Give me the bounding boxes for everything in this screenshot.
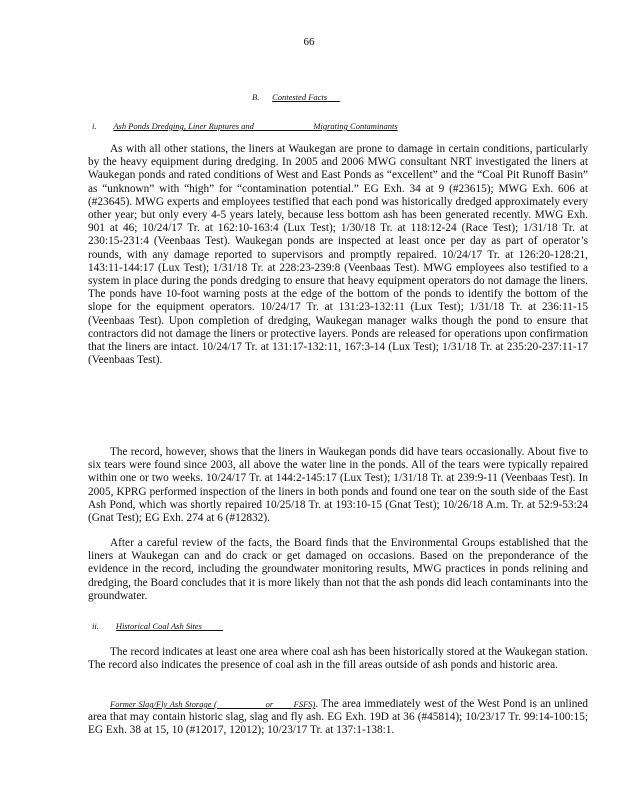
section-ii-title: Historical Coal Ash Sites (115, 621, 202, 631)
section-b-heading (252, 92, 340, 102)
section-ii-heading (92, 621, 223, 631)
section-i-heading (92, 121, 398, 131)
paragraph-historic-area: The record indicates at least one area where coal ash has been historically stored at the Waukegan station. The record also indicates the presence of coal ash in the fill areas outside of ash ponds and historic area. (88, 646, 588, 672)
section-i-title-part1: Ash Ponds Dredging, Liner Ruptures and (113, 121, 254, 131)
paragraph-liner-tears: The record, however, shows that the liners in Waukegan ponds did have tears occasionally. About five to six tears were found since 2003, all above the water line in the ponds. All of the tears were typically repaired within one or two weeks. 10/24/17 Tr. at 144:2-145:17 (Lux Test); 1/31/18 Tr. at 239:9-11 (Veenbaas Test). In 2005, KPRG performed inspection of the liners in both ponds and found one tear on the south side of the East Ash Pond, which was shortly repaired 10/25/18 Tr. at 193:10-15 (Gnat Test); 10/26/18 A.m. Tr. at 52:9-53:24 (Gnat Test); EG Exh. 274 at 6 (#12832). (88, 446, 588, 525)
section-b-title: Contested Facts (272, 92, 328, 102)
former-slag-or: or (265, 699, 274, 709)
page-number: 66 (303, 36, 315, 48)
section-ii-label: ii. (92, 621, 99, 631)
former-slag-title: Former Slag/Fly Ash Storage ( (110, 699, 217, 709)
former-slag-heading (110, 699, 315, 709)
section-i-title-part2: Migrating Contaminants (313, 121, 398, 131)
section-i-label: i. (92, 121, 97, 131)
paragraph-former-slag (88, 698, 588, 738)
former-slag-text: . The area immediately west of the West Pond is an unlined area that may contain historic slag, slag and fly ash. EG Exh. 19D at 36 (#45814); 10/23/17 Tr. 99:14-100:15; EG Exh. 38 at 15, 10 (#12017, 12012); 10/23/17 Tr. at 137:1-138:1. (88, 698, 589, 737)
paragraph-board-finding: After a careful review of the facts, the Board finds that the Environmental Groups established that the liners at Waukegan can and do crack or get damaged on occasions. Based on the preponderance of the evidence in the record, including the groundwater monitoring results, MWG practices in ponds relining and dredging, the Board concludes that it is more likely than not that the ash ponds did leach contaminants into the groundwater. (88, 537, 588, 602)
former-slag-fsfs: FSFS) (293, 699, 316, 709)
section-b-label: B. (252, 92, 260, 102)
paragraph-liners-damage: As with all other stations, the liners at Waukegan are prone to damage in certain conditions, particularly by the heavy equipment during dredging. In 2005 and 2006 MWG consultant NRT investigated the liners at Waukegan ponds and rated conditions of West and East Ponds as “excellent” and the “Coal Pit Runoff Basin” as “unknown” with “high” for “contamination potential.” EG Exh. 34 at 9 (#23615); MWG Exh. 606 at (#23645). MWG experts and employees testified that each pond was historically dredged approximately every other year; but only every 4-5 years lately, because less bottom ash has been generated recently. MWG Exh. 901 at 46; 10/24/17 Tr. at 162:10-163:4 (Lux Test); 1/30/18 Tr. at 118:12-24 (Race Test); 1/31/18 Tr. at 230:15-231:4 (Veenbaas Test). Waukegan ponds are inspected at least once per day as part of operator’s rounds, with any damage reported to supervisors and promptly repaired. 10/24/17 Tr. at 126:20-128:21, 143:11-144:17 (Lux Test); 1/31/18 Tr. at 228:23-239:8 (Veenbaas Test). MWG employees also testified to a system in place during the ponds dredging to ensure that heavy equipment operators do not damage the liners. The ponds have 10-foot warning posts at the edge of the bottom of the ponds to identify the bottom of the slope for the equipment operators. 10/24/17 Tr. at 131:23-132:11 (Lux Test); 1/31/18 Tr. at 236:11-15 (Veenbaas Test). Upon completion of dredging, Waukegan manager walks though the pond to ensure that contractors did not damage the liners or protective layers. Ponds are released for operations upon confirmation that the liners are intact. 10/24/17 Tr. at 131:17-132:11, 167:3-14 (Lux Test); 1/31/18 Tr. at 235:20-237:11-17 (Veenbaas Test). (88, 143, 588, 367)
